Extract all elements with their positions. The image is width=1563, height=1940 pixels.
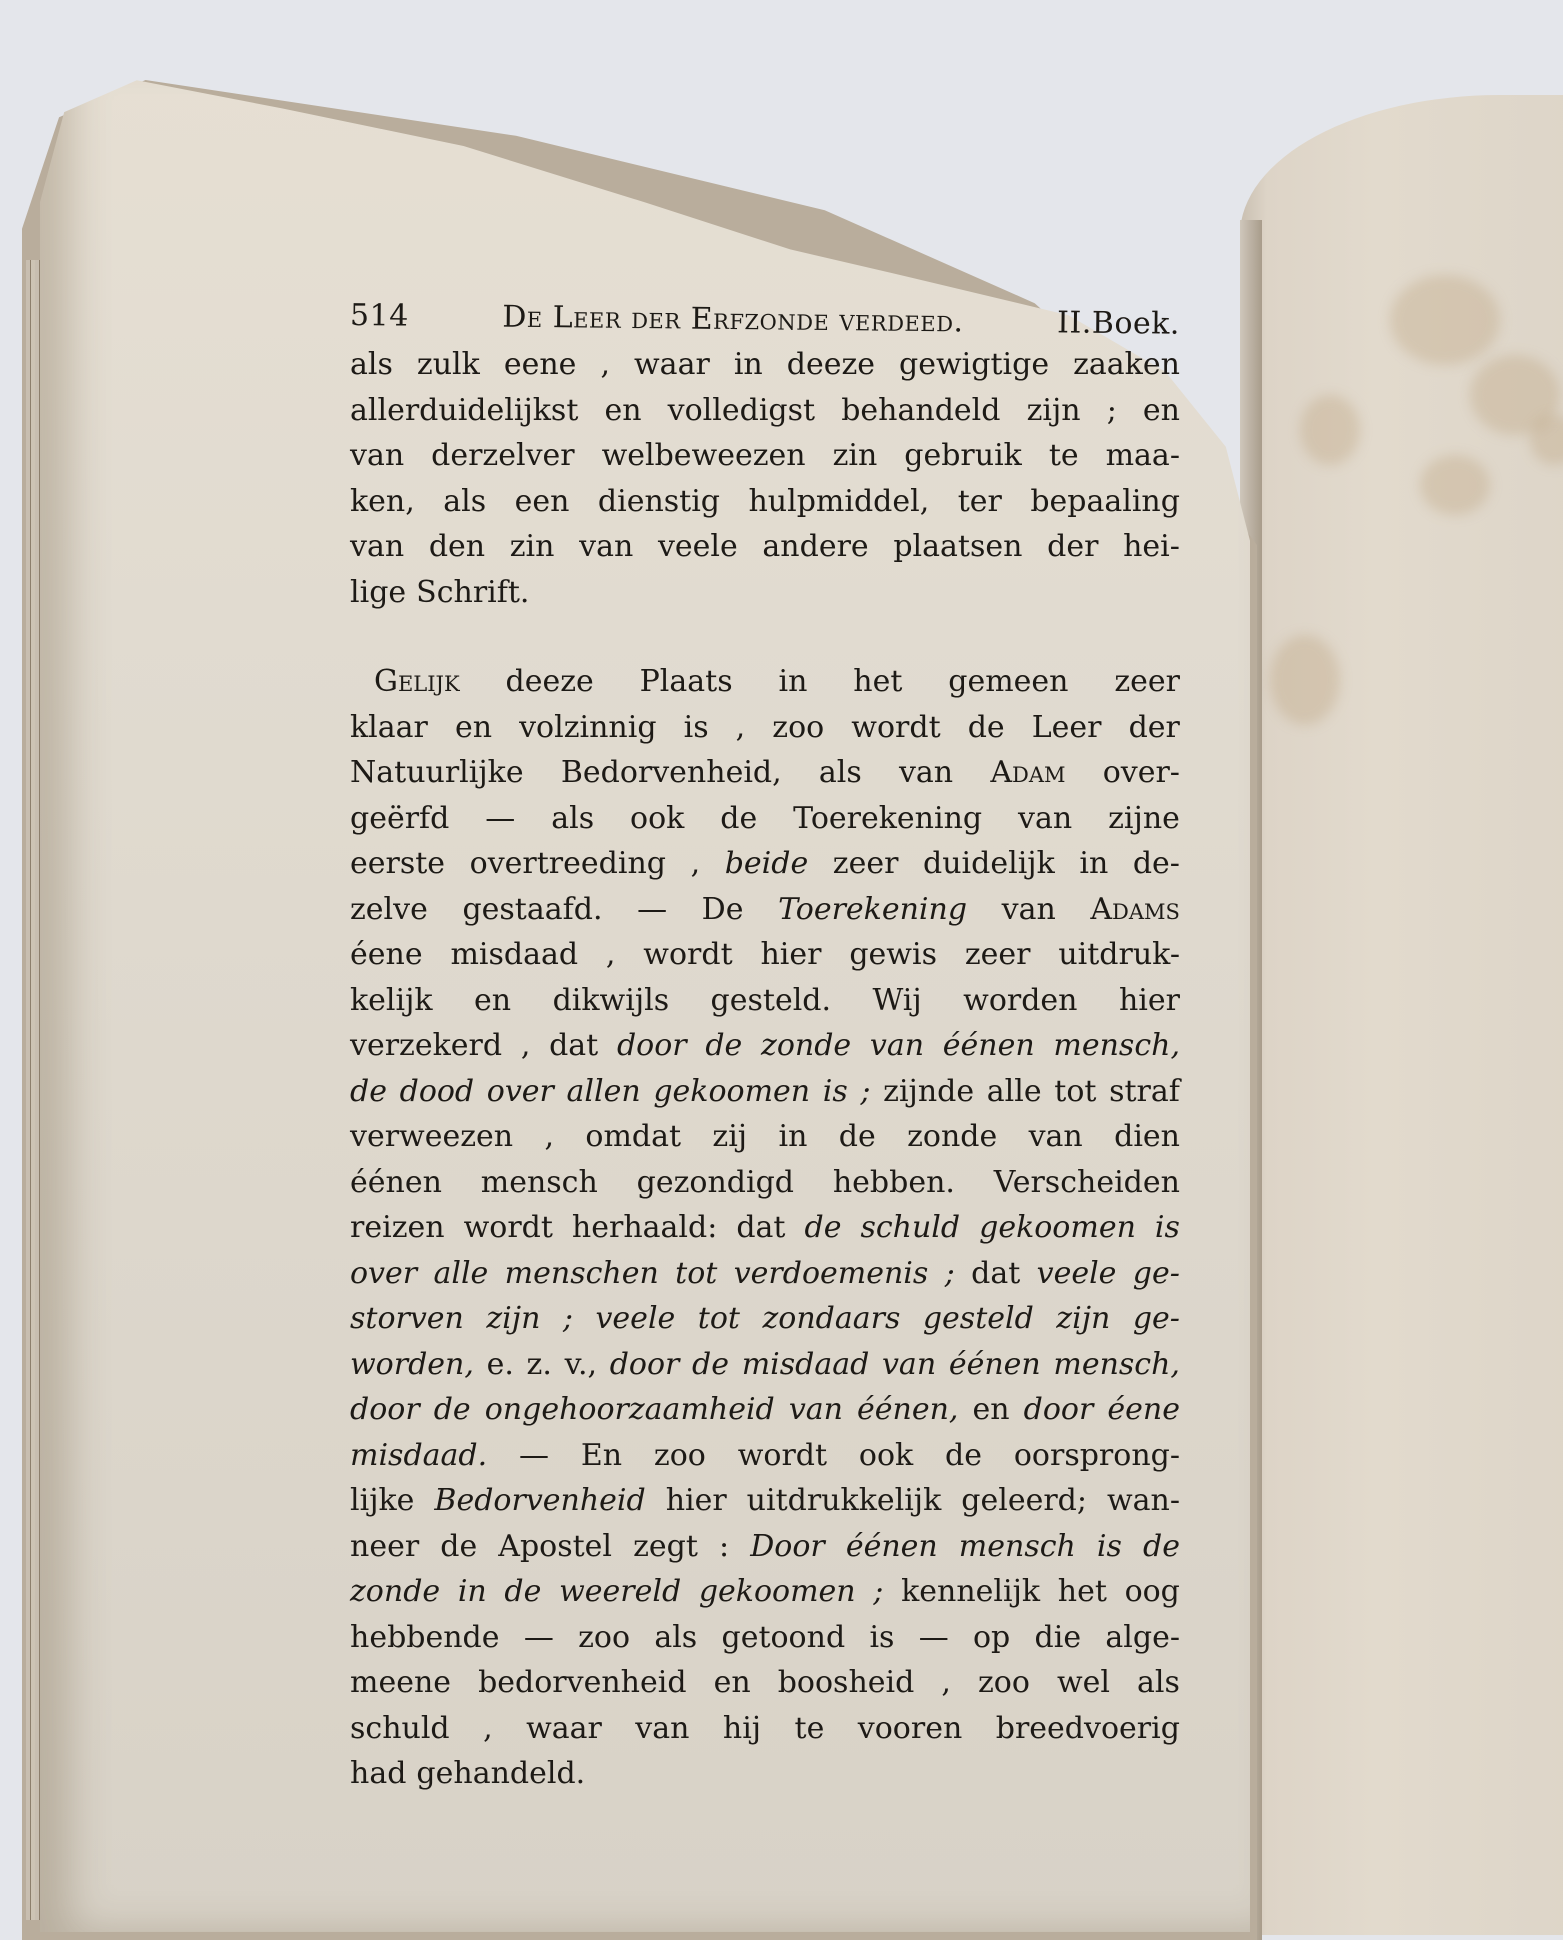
word: zulk xyxy=(416,347,480,382)
word: hier xyxy=(760,937,822,972)
word: alle xyxy=(433,1255,489,1291)
word: ge- xyxy=(1132,1301,1180,1336)
word: ; xyxy=(562,1301,573,1336)
word: der xyxy=(1128,709,1180,745)
word: Bedorvenheid, xyxy=(560,755,782,790)
word: tot xyxy=(675,1255,718,1291)
word: Plaats xyxy=(639,664,733,699)
word: ; xyxy=(873,1574,884,1609)
word: zijnde xyxy=(883,1073,975,1109)
word: is xyxy=(1096,1528,1122,1564)
word: ongehoorzaamheid xyxy=(484,1392,775,1427)
text-line xyxy=(350,570,1180,616)
word: z. xyxy=(526,1346,552,1382)
text-line xyxy=(350,1478,1180,1524)
word: schuld xyxy=(350,1710,450,1746)
word: als xyxy=(654,1619,698,1655)
word: andere xyxy=(762,529,869,564)
word: worden, xyxy=(350,1346,474,1382)
foxing-stain xyxy=(1420,455,1490,515)
text-line xyxy=(350,978,1180,1024)
running-title: De Leer der Erfzonde verdeed. xyxy=(502,299,964,340)
word: Toerekening xyxy=(778,891,968,927)
word: klaar xyxy=(350,709,428,745)
word: misdaad. xyxy=(350,1437,488,1473)
word: En xyxy=(580,1437,623,1473)
word: ook xyxy=(630,800,685,836)
word: oorsprong- xyxy=(1013,1437,1180,1473)
word: gesteld xyxy=(922,1301,1034,1336)
word: dat xyxy=(549,1028,599,1063)
text-line xyxy=(350,932,1180,978)
word: , xyxy=(941,1665,951,1700)
text-line xyxy=(350,1569,1180,1615)
word: zoo xyxy=(578,1619,631,1655)
page-number: 514 xyxy=(349,298,409,334)
text-line xyxy=(350,841,1180,887)
word: Wij xyxy=(872,982,922,1018)
word: , xyxy=(600,347,610,382)
word: Leer xyxy=(1031,709,1102,745)
word: waar xyxy=(526,1710,602,1746)
word: breedvoerig xyxy=(995,1710,1180,1746)
word: , xyxy=(735,709,746,745)
word: wordt xyxy=(851,709,941,745)
word: wan- xyxy=(1106,1483,1180,1518)
word: ; xyxy=(860,1073,871,1109)
word: zelve xyxy=(350,891,428,927)
word: gewigtige xyxy=(899,347,1050,382)
word: van xyxy=(350,529,405,564)
foxing-stain xyxy=(1300,395,1360,465)
word: éene xyxy=(350,937,423,972)
word: lige xyxy=(350,574,407,610)
word: dikwijls xyxy=(552,982,670,1018)
word: zondaars xyxy=(762,1301,901,1336)
word: hier xyxy=(665,1483,727,1518)
word: zijn xyxy=(1056,1301,1111,1336)
word: ken, xyxy=(350,483,415,519)
text-line xyxy=(350,1524,1180,1570)
word: menschen xyxy=(504,1255,659,1291)
word: alle xyxy=(986,1073,1042,1109)
word: tot xyxy=(1054,1073,1097,1109)
word: de xyxy=(692,1346,730,1382)
word: duidelijk xyxy=(923,846,1055,881)
word: neer xyxy=(350,1528,420,1564)
word: Gelijk xyxy=(374,664,460,699)
word: derzelver xyxy=(431,438,575,473)
word: verzekerd xyxy=(350,1028,503,1063)
word: e. xyxy=(486,1346,514,1382)
word: Toerekening xyxy=(793,800,983,836)
word: mensch, xyxy=(1053,1346,1180,1382)
word: dienstig xyxy=(597,483,721,519)
word: worden xyxy=(963,982,1078,1018)
text-line xyxy=(350,1615,1180,1661)
text-line xyxy=(350,388,1180,434)
text-line xyxy=(350,1296,1180,1342)
word: in xyxy=(457,1574,487,1609)
word: zonde xyxy=(761,1028,852,1063)
word: omdat xyxy=(585,1119,682,1154)
word: en xyxy=(604,392,642,428)
word: gemeen xyxy=(948,664,1069,699)
text-line xyxy=(350,524,1180,570)
word: zijn xyxy=(486,1301,541,1336)
text-line xyxy=(350,479,1180,525)
word: veele xyxy=(1036,1255,1117,1291)
word: te xyxy=(1048,438,1079,473)
word: is xyxy=(683,709,709,745)
word: zeer xyxy=(832,846,899,881)
text-line xyxy=(350,1433,1180,1479)
word: tot xyxy=(697,1301,740,1336)
word: gebruik xyxy=(904,438,1022,473)
word: lijke xyxy=(350,1483,415,1518)
word: éene xyxy=(1107,1392,1180,1427)
word: de xyxy=(945,1437,983,1473)
word: hei- xyxy=(1123,529,1180,564)
foxing-stain xyxy=(1390,275,1500,365)
word: storven xyxy=(350,1301,464,1336)
word: herhaald: xyxy=(571,1210,718,1245)
word: in xyxy=(733,347,763,382)
word: wel xyxy=(1056,1665,1110,1700)
word: waar xyxy=(634,347,710,382)
word: straf xyxy=(1109,1073,1180,1109)
word: Door xyxy=(750,1528,825,1564)
word: van xyxy=(1001,891,1056,927)
word: de xyxy=(433,1392,471,1427)
word: die xyxy=(1034,1619,1082,1655)
word: op xyxy=(973,1619,1011,1655)
word: over xyxy=(350,1255,418,1291)
word: éénen xyxy=(845,1528,938,1564)
text-line xyxy=(350,1251,1180,1297)
facing-page xyxy=(1240,95,1563,1935)
word: oog xyxy=(1124,1574,1180,1609)
word: , xyxy=(520,1028,531,1063)
word: éénen xyxy=(948,1346,1041,1382)
word: van xyxy=(579,529,634,564)
word: dood xyxy=(399,1073,475,1109)
word: uitdrukkelijk xyxy=(746,1483,942,1518)
word: door xyxy=(609,1346,680,1382)
word: mensch, xyxy=(1053,1028,1180,1063)
word: , xyxy=(690,846,701,881)
word: ge- xyxy=(1132,1255,1180,1291)
word: als xyxy=(1137,1665,1180,1700)
text-line xyxy=(350,750,1180,796)
word: Verscheiden xyxy=(993,1164,1180,1200)
word: De xyxy=(701,891,744,927)
word: misdaad xyxy=(741,1346,870,1382)
word: plaatsen xyxy=(893,529,1023,564)
word: van xyxy=(635,1710,690,1746)
word: welbeweezen xyxy=(601,438,806,473)
word: van xyxy=(1018,800,1073,836)
word: zijne xyxy=(1108,800,1180,836)
word: wordt xyxy=(737,1437,828,1473)
word: en xyxy=(972,1392,1010,1427)
word: vooren xyxy=(857,1710,963,1746)
word: : xyxy=(719,1528,730,1564)
word: dien xyxy=(1114,1119,1180,1154)
word: deeze xyxy=(786,347,876,382)
word: van xyxy=(869,1028,925,1063)
text-line xyxy=(350,433,1180,479)
word: gezondigd xyxy=(636,1164,794,1200)
word: zin xyxy=(509,529,555,564)
word: Natuurlijke xyxy=(350,755,524,790)
word: gestaafd. xyxy=(462,891,603,927)
word: zijn xyxy=(1026,392,1081,428)
text-line xyxy=(350,796,1180,842)
word: in xyxy=(778,1119,808,1154)
word: wordt xyxy=(643,937,733,972)
word: als xyxy=(443,483,487,519)
text-line xyxy=(350,1660,1180,1706)
word: en xyxy=(474,982,512,1018)
word: kelijk xyxy=(350,982,433,1018)
word: is xyxy=(1154,1210,1180,1245)
word: — xyxy=(519,1437,549,1473)
running-head xyxy=(350,290,1180,351)
word: gekoomen xyxy=(698,1574,856,1609)
word: geërfd xyxy=(350,800,450,836)
word: behandeld xyxy=(841,392,1001,428)
word: éénen xyxy=(942,1028,1035,1063)
word: — xyxy=(523,1619,554,1655)
word: mensch xyxy=(480,1164,598,1200)
word: hulpmiddel, xyxy=(748,483,930,519)
paragraph xyxy=(350,659,1180,1797)
word: van xyxy=(1028,1119,1083,1154)
word: het xyxy=(853,664,903,699)
word: zin xyxy=(832,438,878,473)
word: zeer xyxy=(1114,664,1180,699)
word: — xyxy=(637,891,668,927)
paragraph-gap xyxy=(350,615,1180,659)
word: Schrift. xyxy=(416,574,530,610)
word: bepaaling xyxy=(1030,483,1180,519)
word: en xyxy=(1142,392,1180,428)
page-text xyxy=(350,290,1180,1797)
word: deeze xyxy=(505,664,594,699)
word: Bedorvenheid xyxy=(434,1483,646,1518)
word: zonde xyxy=(907,1119,998,1154)
text-line xyxy=(350,1342,1180,1388)
word: als xyxy=(551,800,595,836)
word: geleerd; xyxy=(961,1483,1087,1518)
word: reizen xyxy=(350,1210,445,1245)
word: hebben. xyxy=(832,1164,955,1200)
text-line xyxy=(350,887,1180,933)
word: éénen, xyxy=(857,1392,959,1427)
word: weereld xyxy=(559,1574,682,1609)
word: verweezen xyxy=(350,1119,514,1154)
word: zeer xyxy=(964,937,1031,972)
word: maa- xyxy=(1105,438,1180,473)
word: schuld xyxy=(860,1210,961,1245)
word: in xyxy=(1079,846,1109,881)
word: zij xyxy=(712,1119,748,1154)
word: allerduidelijkst xyxy=(350,392,579,428)
word: en xyxy=(454,709,493,745)
word: overtreeding xyxy=(469,846,666,881)
word: is xyxy=(869,1619,895,1655)
word: veele xyxy=(657,529,738,564)
paragraph xyxy=(350,342,1180,615)
word: volledigst xyxy=(667,392,816,428)
word: hebbende xyxy=(350,1619,500,1655)
word: de xyxy=(720,800,758,836)
word: te xyxy=(794,1710,825,1746)
word: zaaken xyxy=(1073,347,1180,382)
text-line xyxy=(350,659,1180,705)
word: de xyxy=(838,1119,876,1154)
word: de xyxy=(705,1028,743,1063)
word: gehandeld. xyxy=(416,1756,586,1791)
word: dat xyxy=(736,1210,786,1245)
word: is xyxy=(822,1073,848,1109)
text-line xyxy=(350,1160,1180,1206)
word: wordt xyxy=(463,1210,553,1245)
book-label: II.Boek. xyxy=(1056,305,1181,342)
word: gekoomen xyxy=(979,1210,1136,1245)
word: over xyxy=(486,1073,554,1109)
word: de- xyxy=(1132,846,1180,881)
word: — xyxy=(485,800,516,836)
word: , xyxy=(544,1119,555,1154)
word: , xyxy=(483,1710,493,1746)
word: als xyxy=(350,347,393,382)
word: hier xyxy=(1118,982,1180,1018)
word: , xyxy=(605,937,616,972)
word: alge- xyxy=(1105,1619,1180,1655)
word: door xyxy=(1023,1392,1094,1427)
word: het xyxy=(1057,1574,1107,1609)
foxing-stain xyxy=(1270,635,1340,725)
word: een xyxy=(514,483,570,519)
word: Apostel xyxy=(498,1528,613,1564)
word: de xyxy=(804,1210,842,1245)
word: dat xyxy=(971,1255,1021,1291)
word: boosheid xyxy=(777,1665,915,1700)
word: van xyxy=(788,1392,843,1427)
word: eene xyxy=(503,347,577,382)
word: ter xyxy=(957,483,1002,519)
word: de xyxy=(440,1528,478,1564)
word: veele xyxy=(595,1301,676,1336)
word: beide xyxy=(724,846,809,881)
word: ; xyxy=(1106,392,1117,428)
text-line xyxy=(350,1023,1180,1069)
word: volzinnig xyxy=(519,709,657,745)
word: den xyxy=(428,529,486,564)
word: meene xyxy=(350,1665,452,1700)
word: verdoemenis xyxy=(733,1255,929,1291)
word: de xyxy=(967,709,1005,745)
body-text xyxy=(350,342,1180,1797)
text-line xyxy=(350,1387,1180,1433)
word: kennelijk xyxy=(901,1574,1041,1609)
word: uitdruk- xyxy=(1058,937,1180,972)
word: zonde xyxy=(350,1574,441,1609)
word: gewis xyxy=(849,937,937,972)
word: en xyxy=(713,1665,751,1700)
word: bedorvenheid xyxy=(478,1665,687,1700)
word: gesteld. xyxy=(710,982,832,1018)
word: allen xyxy=(566,1073,641,1109)
text-line xyxy=(350,1706,1180,1752)
word: Adams xyxy=(1090,891,1180,927)
word: v., xyxy=(564,1346,598,1382)
word: zoo xyxy=(772,709,825,745)
word: mensch xyxy=(958,1528,1076,1564)
word: van xyxy=(350,438,405,473)
word: als xyxy=(818,755,862,790)
word: door xyxy=(616,1028,687,1063)
word: eerste xyxy=(350,846,446,881)
word: over- xyxy=(1102,755,1180,790)
word: van xyxy=(898,755,954,790)
text-line xyxy=(350,1205,1180,1251)
text-line xyxy=(350,1069,1180,1115)
word: van xyxy=(881,1346,937,1382)
word: de xyxy=(350,1073,387,1109)
word: de xyxy=(504,1574,542,1609)
word: in xyxy=(778,664,808,699)
word: éénen xyxy=(350,1164,442,1200)
text-line xyxy=(350,705,1180,751)
word: zegt xyxy=(633,1528,698,1564)
word: zoo xyxy=(653,1437,706,1473)
word: zoo xyxy=(977,1665,1030,1700)
word: — xyxy=(918,1619,949,1655)
word: ook xyxy=(858,1437,914,1473)
word: hij xyxy=(722,1710,762,1746)
word: getoond xyxy=(721,1619,846,1655)
text-line xyxy=(350,1751,1180,1797)
word: de xyxy=(1143,1528,1180,1564)
text-line xyxy=(350,1114,1180,1160)
word: door xyxy=(350,1392,420,1427)
word: der xyxy=(1047,529,1099,564)
word: gekoomen xyxy=(653,1073,811,1109)
word: had xyxy=(350,1756,407,1791)
word: misdaad xyxy=(450,937,579,972)
word: ; xyxy=(944,1255,955,1291)
word: Adam xyxy=(990,755,1066,790)
